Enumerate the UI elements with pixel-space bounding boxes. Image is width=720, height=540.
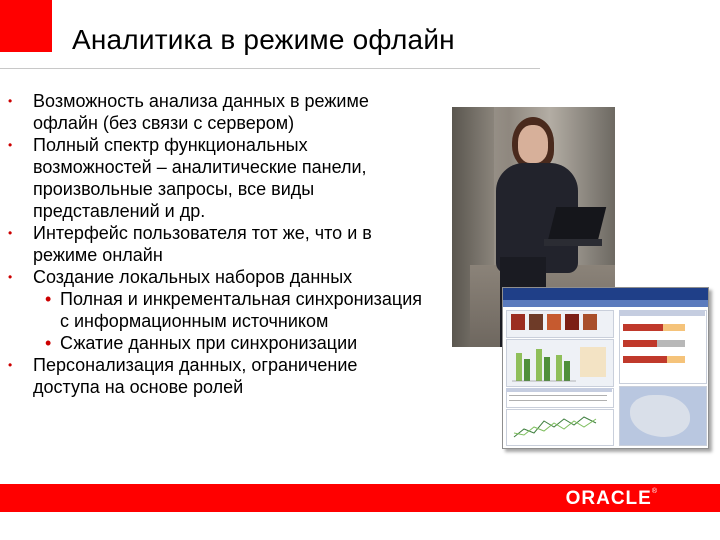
laptop-base [544, 239, 602, 246]
thumb-image [565, 314, 579, 330]
sub-bullet-text: Полная и инкрементальная синхронизация с информационным источником [60, 289, 423, 331]
screenshot-bar-chart-graphic [506, 339, 612, 385]
photo-head [518, 125, 548, 163]
sub-bullet-item [8, 288, 428, 332]
thumb-image [547, 314, 561, 330]
bullet-marker: • [8, 270, 13, 284]
bullet-item [8, 90, 428, 134]
bullet-marker: • [8, 94, 13, 108]
bullet-text: Создание локальных наборов данных [33, 267, 353, 287]
map-land-shape [630, 395, 690, 437]
sub-bullet-marker: • [45, 333, 52, 353]
footer-red-band [0, 484, 720, 512]
table-header-strip [506, 388, 612, 392]
sub-bullet-marker: • [45, 289, 52, 309]
bullet-text: Интерфейс пользователя тот же, что и в режиме онлайн [33, 223, 372, 265]
oracle-logo-text: ORACLE [565, 488, 652, 509]
screenshot-tab-strip [503, 300, 708, 307]
bullet-list [8, 90, 428, 398]
screenshot-header-bar [503, 288, 708, 300]
sub-bullet-item [8, 332, 428, 354]
bullet-text: Персонализация данных, ограничение доступа на основе ролей [33, 355, 358, 397]
sub-bullet-text: Сжатие данных при синхронизации [60, 333, 358, 353]
screenshot-line-chart-graphic [506, 409, 612, 444]
corner-red-square [0, 0, 52, 52]
bullet-marker: • [8, 358, 13, 372]
laptop-icon [548, 207, 606, 241]
slide-title: Аналитика в режиме офлайн [72, 24, 455, 55]
oracle-logo [566, 488, 658, 510]
bullet-text: Возможность анализа данных в режиме офлайн (без связи с сервером) [33, 91, 369, 133]
registered-mark: ® [651, 488, 658, 495]
thumb-image [583, 314, 597, 330]
thumb-image [511, 314, 525, 330]
right-panel-header [619, 310, 705, 316]
bullet-marker: • [8, 226, 13, 240]
table-line [509, 395, 607, 396]
bullet-item [8, 266, 428, 288]
bullet-item [8, 222, 428, 266]
screenshot-horizontal-bars-graphic [619, 318, 705, 380]
bullet-item [8, 354, 428, 398]
bullet-marker: • [8, 138, 13, 152]
analytics-dashboard-screenshot [502, 287, 709, 449]
title-divider [0, 68, 540, 69]
bullet-item [8, 134, 428, 222]
bullet-text: Полный спектр функциональных возможностей – аналитические панели, произвольные запросы, все виды представлений и др. [33, 135, 367, 221]
screenshot-map-panel [619, 386, 707, 446]
thumb-image [529, 314, 543, 330]
table-line [509, 400, 607, 401]
